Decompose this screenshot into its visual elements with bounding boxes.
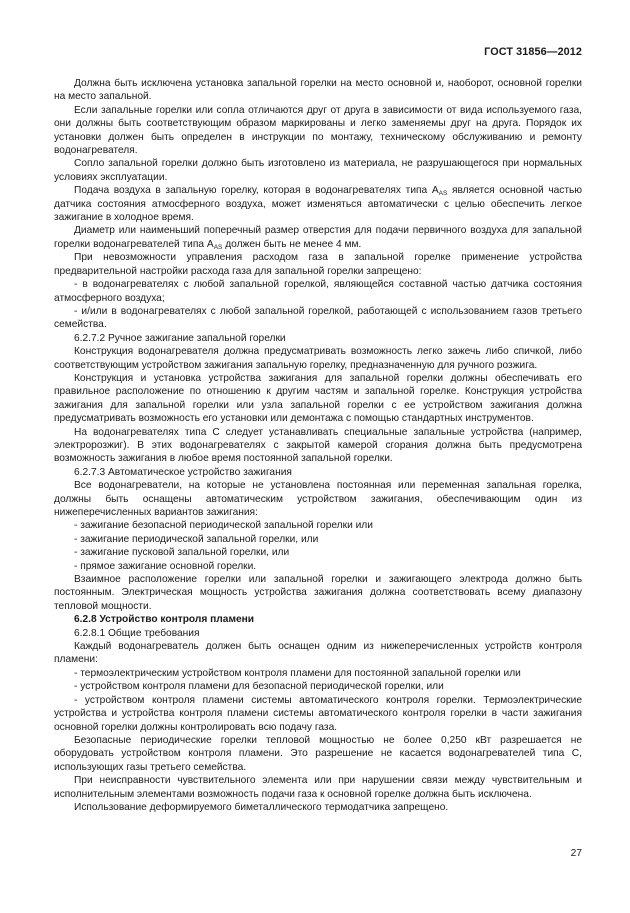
section-heading-bold: 6.2.8 Устройство контроля пламени (74, 614, 255, 626)
paragraph-text: Подача воздуха в запальную горелку, которая в водонагревателях типа A (74, 185, 439, 197)
paragraph: Взаимное расположение горелки или запальной горелки и зажигающего электрода должно быть постоянным. Электрическая мощность устройства зажигания должна соответствовать всему диапазону тепловой мощности. (54, 574, 582, 612)
paragraph: Каждый водонагреватель должен быть оснащен одним из нижеперечисленных устройств контроля пламени: (54, 641, 582, 666)
paragraph: Все водонагреватели, на которые не установлена постоянная или переменная запальная горелка, должны быть оснащены автоматическим устройством зажигания, обеспечивающим один из нижеперечисленных вариантов зажигания: (54, 480, 582, 518)
document-header: ГОСТ 31856—2012 (484, 46, 582, 58)
list-item: - зажигание безопасной периодической запальной горелки или (74, 520, 373, 532)
list-item: - устройством контроля пламени для безопасной периодической горелки, или (74, 681, 444, 693)
paragraph-text: Диаметр или наименьший поперечный размер отверстия для подачи первичного воздуха для запальной горелки водонагревателей типа A (54, 225, 582, 250)
section-heading: 6.2.8.1 Общие требования (74, 627, 200, 639)
paragraph: На водонагревателях типа С следует устанавливать специальные запальные устройства (например, электророзжиг). В этих водонагревателях с закрытой камерой сгорания должна быть предусмотрена возможность зажигания в любое время постоянной запальной горелки. (54, 426, 582, 465)
paragraph: Должна быть исключена установка запальной горелки на место основной и, наоборот, основной горелки на место запальной. (54, 78, 582, 103)
section-heading: 6.2.7.2 Ручное зажигание запальной горелки (74, 332, 286, 344)
paragraph (54, 224, 582, 251)
list-item: - термоэлектрическим устройством контроля пламени для постоянной запальной горелки или (74, 667, 521, 679)
paragraph: Если запальные горелки или сопла отличаются друг от друга в зависимости от вида используемого газа, они должны быть соответствующим образом маркированы и легко заменяемы друг на друга. Порядок их установки должен быть определен в инструкции по монтажу, техническому обслуживанию и ремонту водонагревателя. (54, 104, 582, 157)
paragraph: Конструкция и установка устройства зажигания для запальной горелки должны обеспечивать его правильное расположение по отношению к другим частям и запальной горелке. Конструкция устройства зажигания для запальной горелки или узла запальной горелки с ее устройством зажигания должна предусматривать возможность его установки или демонтажа с помощью стандартных инструментов. (54, 372, 582, 425)
paragraph: Конструкция водонагревателя должна предусматривать возможность легко зажечь либо спичкой, либо соответствующим устройством зажигания запальную горелку, предназначенную для ручного розжига. (54, 346, 582, 371)
paragraph-text: должен быть не менее 4 мм. (222, 238, 362, 250)
list-item: - зажигание периодической запальной горелки, или (74, 533, 319, 545)
page-number: 27 (570, 848, 582, 859)
paragraph: При невозможности управления расходом газа в запальной горелке применение устройства предварительной настройки расхода газа для запальной горелки запрещено: (54, 252, 582, 277)
paragraph-text: является основной частью датчика состояния атмосферного воздуха, может изменяться автоматически с целью обеспечить легкое зажигание в холодное время. (54, 185, 582, 224)
paragraph: Сопло запальной горелки должно быть изготовлено из материала, не разрушающегося при нормальных условиях эксплуатации. (54, 158, 582, 183)
list-item: - зажигание пусковой запальной горелки, или (74, 547, 290, 559)
document-body (54, 77, 582, 814)
list-item: - устройством контроля пламени системы автоматического контроля горелки. Термоэлектрические устройства и устройства контроля пламени системы автоматического контроля горелки в части зажигания основной горелки должны контролировать всю подачу газа. (54, 694, 582, 733)
subscript: AS (438, 190, 448, 198)
paragraph: При неисправности чувствительного элемента или при нарушении связи между чувствительным и исполнительным элементами возможность подачи газа к основной горелке должна быть исключена. (54, 775, 582, 800)
paragraph: Безопасные периодические горелки тепловой мощностью не более 0,250 кВт разрешается не оборудовать устройством контроля пламени. Это разрешение не касается водонагревателей типа С, использующих газы третьего семейства. (54, 734, 582, 773)
paragraph: Использование деформируемого биметаллического термодатчика запрещено. (74, 801, 449, 813)
section-heading: 6.2.7.3 Автоматическое устройство зажигания (74, 466, 292, 478)
list-item: - и/или в водонагревателях с любой запальной горелкой, работающей с использованием газов третьего семейства. (54, 305, 582, 331)
subscript: AS (213, 243, 223, 251)
list-item: - в водонагревателях с любой запальной горелкой, являющейся составной частью датчика состояния атмосферного воздуха; (54, 279, 582, 304)
paragraph (54, 184, 582, 224)
list-item: - прямое зажигание основной горелки. (74, 560, 257, 572)
